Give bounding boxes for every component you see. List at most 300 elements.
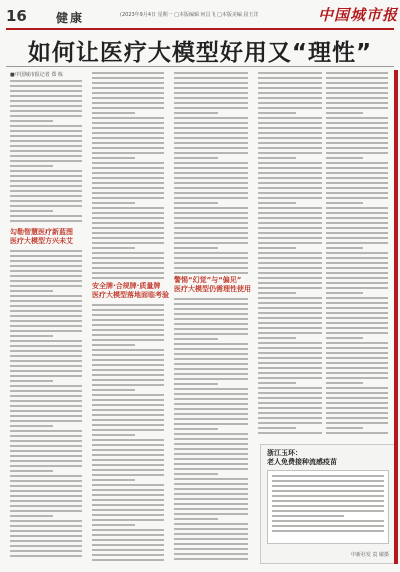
- text-line: [174, 558, 248, 560]
- text-line: [326, 82, 388, 84]
- text-line: [258, 427, 296, 429]
- text-line: [92, 157, 135, 159]
- text-line: [10, 140, 82, 142]
- text-line: [258, 387, 322, 389]
- text-line: [92, 97, 164, 99]
- text-line: [92, 187, 164, 189]
- text-line: [326, 352, 388, 354]
- text-line: [92, 339, 164, 341]
- text-line: [174, 403, 248, 405]
- text-line: [92, 559, 164, 561]
- text-line: [10, 115, 82, 117]
- text-line: [174, 212, 248, 214]
- text-line: [92, 489, 164, 491]
- text-line: [258, 357, 322, 359]
- text-line: [326, 262, 388, 264]
- text-line: [174, 393, 248, 395]
- headline: 如何让医疗大模型好用又“理性”: [27, 40, 373, 66]
- text-line: [326, 182, 388, 184]
- text-line: [272, 500, 384, 502]
- text-line: [258, 117, 322, 119]
- text-line: [258, 267, 322, 269]
- text-line: [326, 132, 388, 134]
- text-line: [174, 313, 248, 315]
- text-line: [92, 247, 135, 249]
- text-line: [174, 227, 248, 229]
- text-line: [10, 505, 82, 507]
- text-line: [326, 87, 388, 89]
- text-line: [326, 77, 388, 79]
- text-line: [174, 368, 248, 370]
- text-line: [10, 470, 53, 472]
- photo-box: [260, 444, 396, 564]
- text-line: [258, 342, 322, 344]
- text-line: [174, 503, 248, 505]
- text-line: [174, 222, 248, 224]
- text-line: [10, 365, 82, 367]
- text-line: [92, 87, 164, 89]
- text-line: [10, 450, 82, 452]
- text-line: [92, 514, 164, 516]
- text-line: [258, 352, 322, 354]
- article-column-1b: [10, 250, 82, 560]
- text-line: [326, 342, 388, 344]
- text-line: [92, 267, 164, 269]
- text-line: [258, 367, 322, 369]
- text-line: [92, 232, 164, 234]
- text-line: [258, 287, 322, 289]
- text-line: [10, 465, 82, 467]
- text-line: [326, 267, 388, 269]
- text-line: [272, 525, 384, 527]
- text-line: [326, 142, 388, 144]
- issue-meta: (2023年9月4日 星期一 □本版编辑 何昌飞 □本版美编 屈玉洋: [120, 12, 259, 18]
- text-line: [258, 322, 322, 324]
- text-line: [258, 302, 322, 304]
- text-line: [174, 77, 248, 79]
- text-line: [174, 117, 248, 119]
- text-line: [326, 122, 388, 124]
- text-line: [272, 475, 384, 477]
- text-line: [10, 300, 82, 302]
- text-line: [258, 327, 322, 329]
- text-line: [258, 212, 322, 214]
- text-line: [92, 82, 164, 84]
- text-line: [326, 112, 363, 114]
- text-line: [174, 523, 248, 525]
- text-line: [10, 360, 82, 362]
- section-title: 健康: [56, 11, 85, 25]
- text-line: [10, 95, 82, 97]
- text-line: [174, 333, 248, 335]
- text-line: [92, 192, 164, 194]
- text-line: [258, 187, 322, 189]
- text-line: [92, 182, 164, 184]
- text-line: [174, 187, 248, 189]
- subhead-3: 警惕“幻觉”与“偏见” 医疗大模型仍需理性使用: [174, 276, 251, 293]
- text-line: [326, 227, 388, 229]
- text-line: [174, 473, 218, 475]
- text-line: [174, 207, 248, 209]
- text-line: [326, 117, 388, 119]
- article-column-2b: [92, 304, 164, 564]
- text-line: [10, 455, 82, 457]
- text-line: [258, 207, 322, 209]
- text-line: [174, 348, 248, 350]
- text-line: [326, 412, 388, 414]
- text-line: [174, 182, 248, 184]
- text-line: [326, 202, 363, 204]
- text-line: [174, 413, 248, 415]
- text-line: [272, 505, 384, 507]
- text-line: [10, 155, 82, 157]
- text-line: [174, 493, 248, 495]
- text-line: [10, 520, 82, 522]
- text-line: [326, 232, 388, 234]
- text-line: [326, 432, 388, 434]
- text-line: [258, 87, 322, 89]
- text-line: [174, 257, 248, 259]
- text-line: [326, 167, 388, 169]
- text-line: [10, 555, 82, 557]
- text-line: [258, 172, 322, 174]
- text-line: [92, 394, 164, 396]
- text-line: [174, 107, 248, 109]
- text-line: [258, 132, 322, 134]
- text-line: [92, 384, 164, 386]
- text-line: [326, 97, 388, 99]
- text-line: [326, 362, 388, 364]
- text-line: [10, 335, 53, 337]
- text-line: [174, 433, 248, 435]
- text-line: [258, 177, 322, 179]
- text-line: [10, 340, 82, 342]
- text-line: [258, 282, 322, 284]
- text-line: [92, 172, 164, 174]
- text-line: [10, 205, 82, 207]
- text-line: [258, 217, 322, 219]
- text-line: [10, 370, 82, 372]
- text-line: [326, 162, 388, 164]
- text-line: [92, 117, 164, 119]
- text-line: [92, 429, 164, 431]
- text-line: [10, 355, 82, 357]
- text-line: [326, 427, 363, 429]
- text-line: [10, 275, 82, 277]
- text-line: [326, 337, 363, 339]
- text-line: [174, 137, 248, 139]
- text-line: [92, 72, 164, 74]
- text-line: [92, 197, 164, 199]
- text-line: [326, 192, 388, 194]
- text-line: [326, 187, 388, 189]
- text-line: [10, 250, 82, 252]
- text-line: [272, 530, 384, 532]
- text-line: [92, 539, 164, 541]
- text-line: [92, 424, 164, 426]
- text-line: [258, 337, 296, 339]
- text-line: [326, 222, 388, 224]
- text-line: [258, 347, 322, 349]
- photo-title: 浙江玉环： 老人免费接种流感疫苗: [267, 449, 337, 466]
- text-line: [174, 438, 248, 440]
- text-line: [272, 515, 344, 517]
- text-line: [272, 485, 384, 487]
- text-line: [10, 400, 82, 402]
- text-line: [10, 525, 82, 527]
- text-line: [174, 147, 248, 149]
- text-line: [258, 262, 322, 264]
- text-line: [326, 422, 388, 424]
- text-line: [10, 195, 82, 197]
- text-line: [258, 312, 322, 314]
- text-line: [258, 182, 322, 184]
- text-line: [92, 464, 164, 466]
- text-line: [258, 107, 322, 109]
- text-line: [258, 97, 322, 99]
- text-line: [174, 167, 248, 169]
- text-line: [326, 397, 388, 399]
- text-line: [326, 387, 388, 389]
- text-line: [326, 92, 388, 94]
- text-line: [326, 312, 388, 314]
- text-line: [10, 545, 82, 547]
- text-line: [174, 232, 248, 234]
- text-line: [326, 252, 388, 254]
- text-line: [10, 125, 82, 127]
- text-line: [10, 130, 82, 132]
- text-line: [174, 483, 248, 485]
- text-line: [326, 287, 388, 289]
- text-line: [92, 554, 164, 556]
- text-line: [10, 395, 82, 397]
- text-line: [258, 122, 322, 124]
- text-line: [92, 444, 164, 446]
- text-line: [258, 412, 322, 414]
- text-line: [326, 272, 388, 274]
- text-line: [92, 434, 135, 436]
- text-line: [92, 379, 164, 381]
- text-line: [326, 407, 388, 409]
- text-line: [10, 480, 82, 482]
- text-line: [258, 192, 322, 194]
- text-line: [326, 147, 388, 149]
- text-line: [10, 280, 82, 282]
- text-line: [258, 292, 296, 294]
- text-line: [258, 372, 322, 374]
- text-line: [10, 475, 82, 477]
- text-line: [258, 422, 322, 424]
- text-line: [174, 82, 248, 84]
- text-line: [174, 97, 248, 99]
- text-line: [174, 418, 248, 420]
- text-line: [258, 222, 322, 224]
- text-line: [92, 404, 164, 406]
- text-line: [92, 344, 135, 346]
- text-line: [10, 220, 82, 222]
- text-line: [326, 242, 388, 244]
- text-line: [10, 145, 82, 147]
- text-line: [10, 500, 82, 502]
- text-line: [326, 322, 388, 324]
- text-line: [92, 167, 164, 169]
- text-line: [272, 490, 384, 492]
- text-line: [258, 382, 296, 384]
- text-line: [10, 170, 82, 172]
- text-line: [92, 534, 164, 536]
- page-header: [0, 0, 400, 30]
- text-line: [92, 102, 164, 104]
- text-line: [258, 162, 322, 164]
- text-line: [258, 277, 322, 279]
- text-line: [272, 495, 384, 497]
- text-line: [174, 443, 248, 445]
- text-line: [174, 162, 248, 164]
- text-line: [174, 463, 248, 465]
- text-line: [92, 324, 164, 326]
- text-line: [10, 515, 53, 517]
- text-line: [258, 297, 322, 299]
- text-line: [174, 378, 248, 380]
- text-line: [258, 432, 322, 434]
- text-line: [10, 255, 82, 257]
- text-line: [92, 389, 135, 391]
- text-line: [10, 260, 82, 262]
- text-line: [10, 90, 82, 92]
- text-line: [174, 528, 248, 530]
- text-line: [92, 519, 164, 521]
- text-line: [92, 277, 164, 279]
- text-line: [174, 343, 248, 345]
- text-line: [258, 257, 322, 259]
- text-line: [272, 510, 384, 512]
- text-line: [10, 190, 82, 192]
- photo-caption-area: [267, 470, 389, 544]
- text-line: [10, 330, 82, 332]
- text-line: [92, 107, 164, 109]
- text-line: [174, 398, 248, 400]
- text-line: [174, 102, 248, 104]
- text-line: [326, 152, 388, 154]
- text-line: [174, 237, 248, 239]
- text-line: [92, 329, 164, 331]
- text-line: [258, 252, 322, 254]
- text-line: [10, 435, 82, 437]
- text-line: [326, 317, 388, 319]
- text-line: [326, 102, 388, 104]
- text-line: [174, 458, 248, 460]
- text-line: [92, 529, 164, 531]
- text-line: [174, 127, 248, 129]
- text-line: [92, 364, 164, 366]
- text-line: [174, 423, 248, 425]
- text-line: [10, 325, 82, 327]
- text-line: [92, 369, 164, 371]
- text-line: [10, 110, 82, 112]
- text-line: [174, 152, 248, 154]
- text-line: [92, 112, 135, 114]
- text-line: [92, 257, 164, 259]
- text-line: [174, 353, 248, 355]
- text-line: [92, 524, 135, 526]
- text-line: [174, 498, 248, 500]
- text-line: [174, 323, 248, 325]
- text-line: [174, 112, 218, 114]
- text-line: [10, 150, 82, 152]
- text-line: [92, 469, 164, 471]
- text-line: [326, 277, 388, 279]
- text-line: [174, 197, 248, 199]
- text-line: [174, 338, 218, 340]
- text-line: [92, 137, 164, 139]
- text-line: [92, 122, 164, 124]
- text-line: [92, 479, 135, 481]
- text-line: [92, 474, 164, 476]
- text-line: [92, 509, 164, 511]
- text-line: [258, 112, 296, 114]
- text-line: [10, 405, 82, 407]
- text-line: [10, 315, 82, 317]
- text-line: [92, 484, 164, 486]
- text-line: [258, 332, 322, 334]
- text-line: [326, 257, 388, 259]
- text-line: [92, 354, 164, 356]
- text-line: [174, 388, 248, 390]
- text-line: [10, 320, 82, 322]
- text-line: [10, 440, 82, 442]
- text-line: [258, 157, 296, 159]
- text-line: [174, 87, 248, 89]
- text-line: [326, 402, 388, 404]
- text-line: [10, 285, 82, 287]
- article-column-2: [92, 72, 164, 282]
- text-line: [10, 210, 53, 212]
- text-line: [92, 162, 164, 164]
- text-line: [258, 402, 322, 404]
- text-line: [258, 242, 322, 244]
- text-line: [326, 347, 388, 349]
- text-line: [92, 202, 135, 204]
- text-line: [92, 212, 164, 214]
- text-line: [92, 77, 164, 79]
- text-line: [92, 242, 164, 244]
- text-line: [174, 508, 248, 510]
- text-line: [174, 92, 248, 94]
- text-line: [92, 409, 164, 411]
- text-line: [258, 407, 322, 409]
- header-rule: [6, 28, 394, 30]
- text-line: [10, 550, 82, 552]
- text-line: [326, 302, 388, 304]
- text-line: [326, 372, 388, 374]
- text-line: [10, 85, 82, 87]
- text-line: [10, 345, 82, 347]
- text-line: [174, 538, 248, 540]
- text-line: [174, 172, 248, 174]
- text-line: [258, 202, 296, 204]
- text-line: [174, 328, 248, 330]
- text-line: [174, 72, 248, 74]
- text-line: [326, 157, 363, 159]
- text-line: [10, 445, 82, 447]
- subhead-1: 勾勒智慧医疗新蓝图 医疗大模型方兴未艾: [10, 228, 73, 245]
- text-line: [174, 132, 248, 134]
- text-line: [174, 373, 248, 375]
- text-line: [10, 175, 82, 177]
- text-line: [326, 357, 388, 359]
- text-line: [174, 192, 248, 194]
- text-line: [174, 247, 218, 249]
